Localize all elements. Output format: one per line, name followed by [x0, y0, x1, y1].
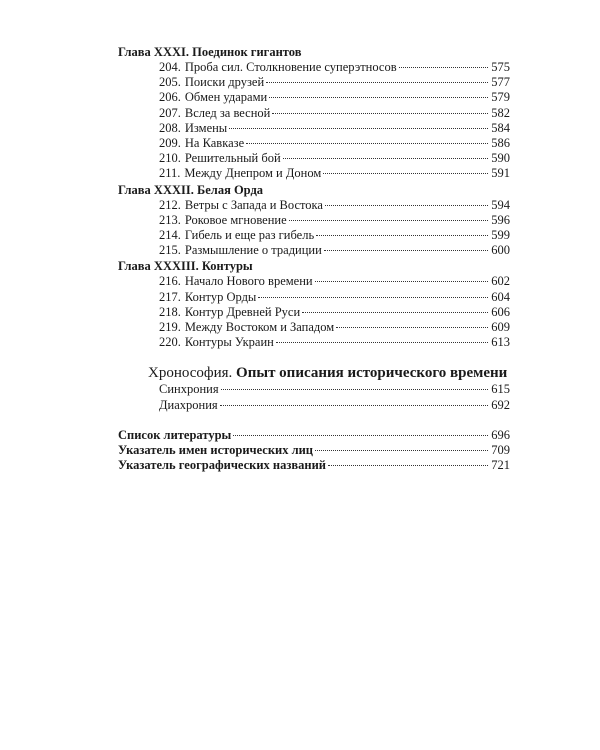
entry-number: 218. — [159, 304, 181, 319]
entry-title: Между Востоком и Западом — [184, 320, 335, 335]
page-number: 586 — [491, 136, 510, 151]
toc-entry[interactable] — [118, 243, 510, 258]
entry-title: Проба сил. Столкновение суперэтносов — [184, 60, 397, 74]
chapter-label: Глава XXXIII. — [118, 259, 199, 274]
entry-title: Гибель и еще раз гибель — [184, 228, 315, 243]
chapter-title: Поединок гигантов — [192, 45, 302, 59]
entry-title: Диахрония — [159, 397, 218, 412]
page-number: 696 — [491, 427, 510, 442]
dot-leader — [315, 450, 488, 451]
dot-leader — [336, 327, 488, 328]
page-number: 594 — [491, 197, 510, 212]
chapter-label: Глава XXXII. — [118, 182, 194, 197]
toc-entry[interactable] — [118, 151, 510, 166]
toc-entry[interactable] — [118, 335, 510, 350]
toc-entry[interactable] — [118, 213, 510, 228]
page-number: 709 — [491, 442, 510, 457]
toc-entry[interactable] — [118, 274, 510, 289]
entry-number: 219. — [159, 320, 181, 335]
page-number: 582 — [491, 105, 510, 120]
page-number: 575 — [491, 60, 510, 74]
entry-title: Роковое мгновение — [184, 212, 287, 227]
entry-title: Начало Нового времени — [184, 274, 313, 289]
toc-entry[interactable] — [118, 166, 510, 181]
entry-title: Контур Орды — [184, 289, 257, 304]
entry-number: 220. — [159, 335, 181, 350]
entry-title: Указатель имен исторических лиц — [118, 442, 314, 457]
entry-title: Ветры с Запада и Востока — [184, 197, 323, 212]
entry-number: 206. — [159, 90, 181, 105]
toc-entry[interactable] — [118, 398, 510, 413]
entry-number: 205. — [159, 75, 181, 90]
entry-number: 214. — [159, 228, 181, 243]
page-number: 721 — [491, 457, 510, 472]
dot-leader — [325, 205, 488, 206]
chapter-label: Глава XXXI. — [118, 45, 190, 59]
dot-leader — [258, 297, 488, 298]
toc-entry[interactable] — [118, 90, 510, 105]
page-number: 590 — [491, 151, 510, 166]
chapter-heading — [118, 183, 510, 198]
toc-entry[interactable] — [118, 136, 510, 151]
page-number: 602 — [491, 274, 510, 289]
entry-number: 209. — [159, 136, 181, 151]
entry-title: Список литературы — [118, 427, 232, 442]
dot-leader — [233, 435, 488, 436]
dot-leader — [315, 281, 488, 282]
toc-entry[interactable] — [118, 106, 510, 121]
entry-title: Размышление о традиции — [184, 243, 322, 258]
entry-title: Между Днепром и Доном — [184, 166, 322, 181]
page-number: 584 — [491, 120, 510, 135]
toc-entry[interactable] — [118, 443, 510, 458]
entry-title: Измены — [184, 120, 228, 135]
toc-entry[interactable] — [118, 60, 510, 75]
section-heading — [118, 364, 510, 382]
dot-leader — [283, 158, 488, 159]
toc-entry[interactable] — [118, 121, 510, 136]
entry-title: Контур Древней Руси — [184, 304, 301, 319]
toc-entry[interactable] — [118, 75, 510, 90]
toc-entry[interactable] — [118, 228, 510, 243]
dot-leader — [323, 173, 488, 174]
page-number: 599 — [491, 228, 510, 243]
toc-entry[interactable] — [118, 305, 510, 320]
dot-leader — [272, 113, 488, 114]
page-number: 591 — [491, 166, 510, 181]
dot-leader — [229, 128, 488, 129]
toc-entry[interactable] — [118, 320, 510, 335]
toc-entry[interactable] — [118, 428, 510, 443]
entry-title: Синхрония — [159, 382, 219, 397]
page-number: 615 — [491, 382, 510, 397]
page-number: 613 — [491, 335, 510, 350]
dot-leader — [328, 465, 488, 466]
dot-leader — [221, 389, 488, 390]
entry-number: 210. — [159, 151, 181, 166]
entry-number: 204. — [159, 60, 181, 74]
entry-number: 216. — [159, 274, 181, 289]
entry-number: 212. — [159, 197, 181, 212]
chapter-heading — [118, 45, 510, 60]
dot-leader — [324, 250, 488, 251]
table-of-contents — [118, 44, 510, 473]
page-number: 609 — [491, 320, 510, 335]
page-number: 692 — [491, 397, 510, 412]
entry-number: 208. — [159, 120, 181, 135]
entry-number: 211. — [159, 166, 181, 181]
dot-leader — [289, 220, 488, 221]
dot-leader — [246, 143, 488, 144]
page-number: 577 — [491, 75, 510, 90]
entry-title: Контуры Украин — [184, 335, 274, 350]
section-lead: Хронософия. — [148, 365, 233, 382]
toc-entry[interactable] — [118, 382, 510, 397]
dot-leader — [266, 82, 488, 83]
page-number: 596 — [491, 212, 510, 227]
entry-title: Поиски друзей — [184, 75, 265, 90]
dot-leader — [276, 342, 488, 343]
toc-entry[interactable] — [118, 198, 510, 213]
chapter-title: Контуры — [201, 259, 253, 274]
entry-number: 217. — [159, 289, 181, 304]
spacer — [118, 413, 510, 428]
entry-title: Обмен ударами — [184, 90, 268, 105]
page-number: 604 — [491, 289, 510, 304]
dot-leader — [269, 97, 488, 98]
entry-title: Решительный бой — [184, 151, 281, 166]
toc-entry[interactable] — [118, 290, 510, 305]
dot-leader — [316, 235, 488, 236]
entry-number: 215. — [159, 243, 181, 258]
entry-title: На Кавказе — [184, 136, 245, 151]
toc-entry[interactable] — [118, 458, 510, 473]
entry-title: Вслед за весной — [184, 105, 271, 120]
chapter-heading — [118, 259, 510, 274]
chapter-title: Белая Орда — [197, 182, 264, 197]
section-title: Опыт описания исторического времени — [236, 365, 508, 382]
dot-leader — [220, 405, 488, 406]
entry-number: 207. — [159, 105, 181, 120]
entry-number: 213. — [159, 212, 181, 227]
dot-leader — [302, 312, 488, 313]
dot-leader — [399, 67, 488, 68]
page-number: 600 — [491, 243, 510, 258]
entry-title: Указатель географических названий — [118, 457, 326, 472]
page-number: 579 — [491, 90, 510, 105]
page-number: 606 — [491, 304, 510, 319]
